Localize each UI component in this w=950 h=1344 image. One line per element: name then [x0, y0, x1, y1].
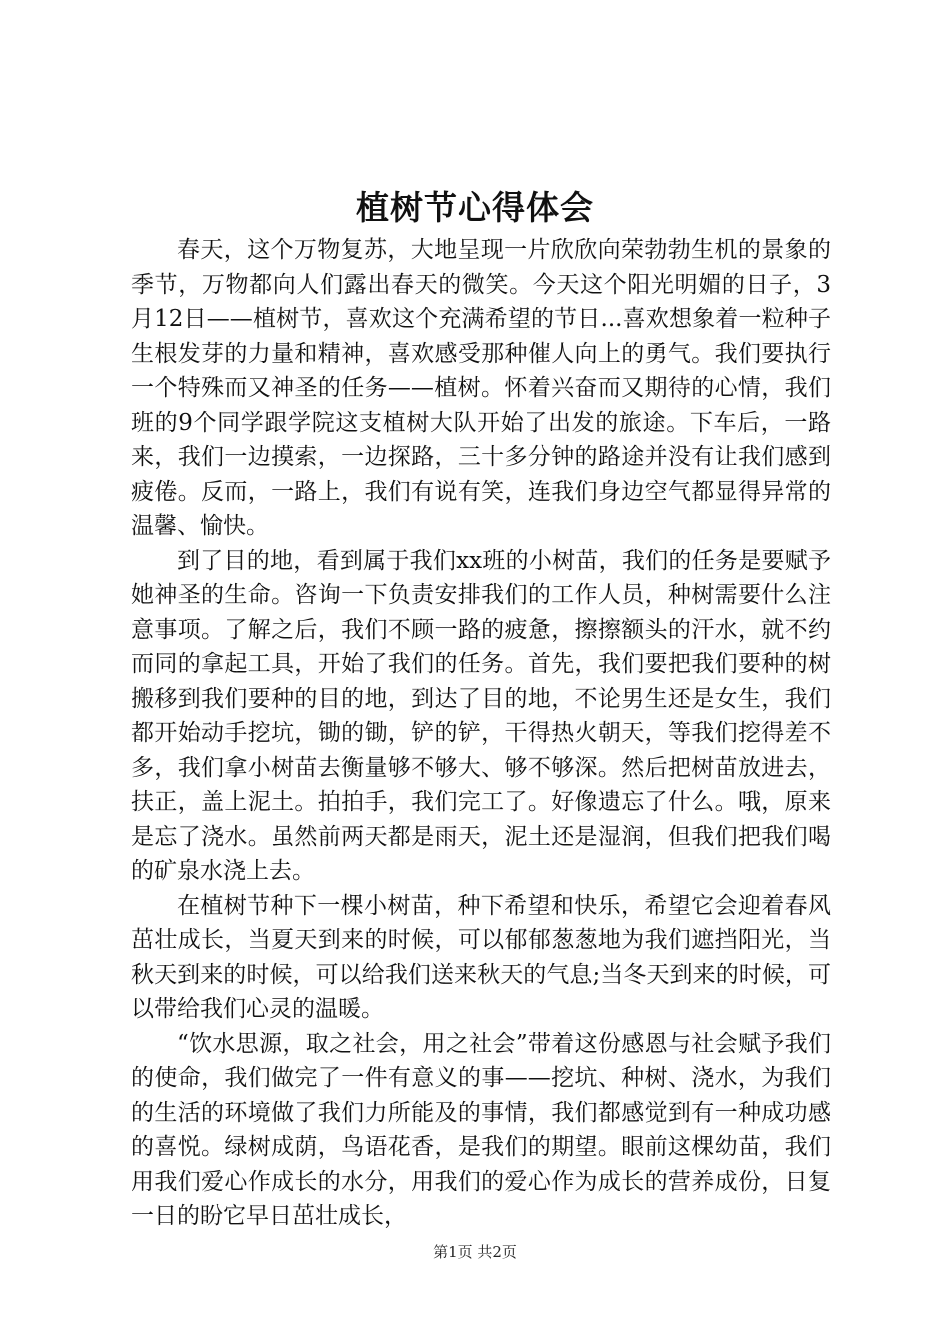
- document-body: [131, 233, 831, 1234]
- paragraph-4: “饮水思源，取之社会，用之社会”带着这份感恩与社会赋予我们的使命，我们做完了一件有意义的事——挖坑、种树、浇水，为我们的生活的环境做了我们力所能及的事情，我们都感觉到有一种成功感的喜悦。绿树成荫，鸟语花香，是我们的期望。眼前这棵幼苗，我们用我们爱心作成长的水分，用我们的爱心作为成长的营养成份，日复一日的盼它早日茁壮成长，: [131, 1030, 831, 1229]
- page-footer: [0, 1241, 950, 1263]
- paragraph-1: 春天，这个万物复苏，大地呈现一片欣欣向荣勃勃生机的景象的季节，万物都向人们露出春天的微笑。今天这个阳光明媚的日子，3月12日——植树节，喜欢这个充满希望的节日...喜欢想象着一粒种子生根发芽的力量和精神，喜欢感受那种催人向上的勇气。我们要执行一个特殊而又神圣的任务——植树。怀着兴奋而又期待的心情，我们班的9个同学跟学院这支植树大队开始了出发的旅途。下车后，一路来，我们一边摸索，一边探路，三十多分钟的路途并没有让我们感到疲倦。反而，一路上，我们有说有笑，连我们身边空气都显得异常的温馨、愉快。: [131, 237, 831, 539]
- page-number: 第1页 共2页: [433, 1243, 517, 1261]
- paragraph-2: 到了目的地，看到属于我们xx班的小树苗，我们的任务是要赋予她神圣的生命。咨询一下负责安排我们的工作人员，种树需要什么注意事项。了解之后，我们不顾一路的疲惫，擦擦额头的汗水，就不约而同的拿起工具，开始了我们的任务。首先，我们要把我们要种的树搬移到我们要种的目的地，到达了目的地，不论男生还是女生，我们都开始动手挖坑，锄的锄，铲的铲，干得热火朝天，等我们挖得差不多，我们拿小树苗去衡量够不够大、够不够深。然后把树苗放进去，扶正，盖上泥土。拍拍手，我们完工了。好像遗忘了什么。哦，原来是忘了浇水。虽然前两天都是雨天，泥土还是湿润，但我们把我们喝的矿泉水浇上去。: [131, 547, 831, 884]
- document-title: 植树节心得体会: [356, 188, 594, 227]
- paragraph-3: 在植树节种下一棵小树苗，种下希望和快乐，希望它会迎着春风茁壮成长，当夏天到来的时候，可以郁郁葱葱地为我们遮挡阳光，当秋天到来的时候，可以给我们送来秋天的气息;当冬天到来的时候，可以带给我们心灵的温暖。: [131, 892, 831, 1022]
